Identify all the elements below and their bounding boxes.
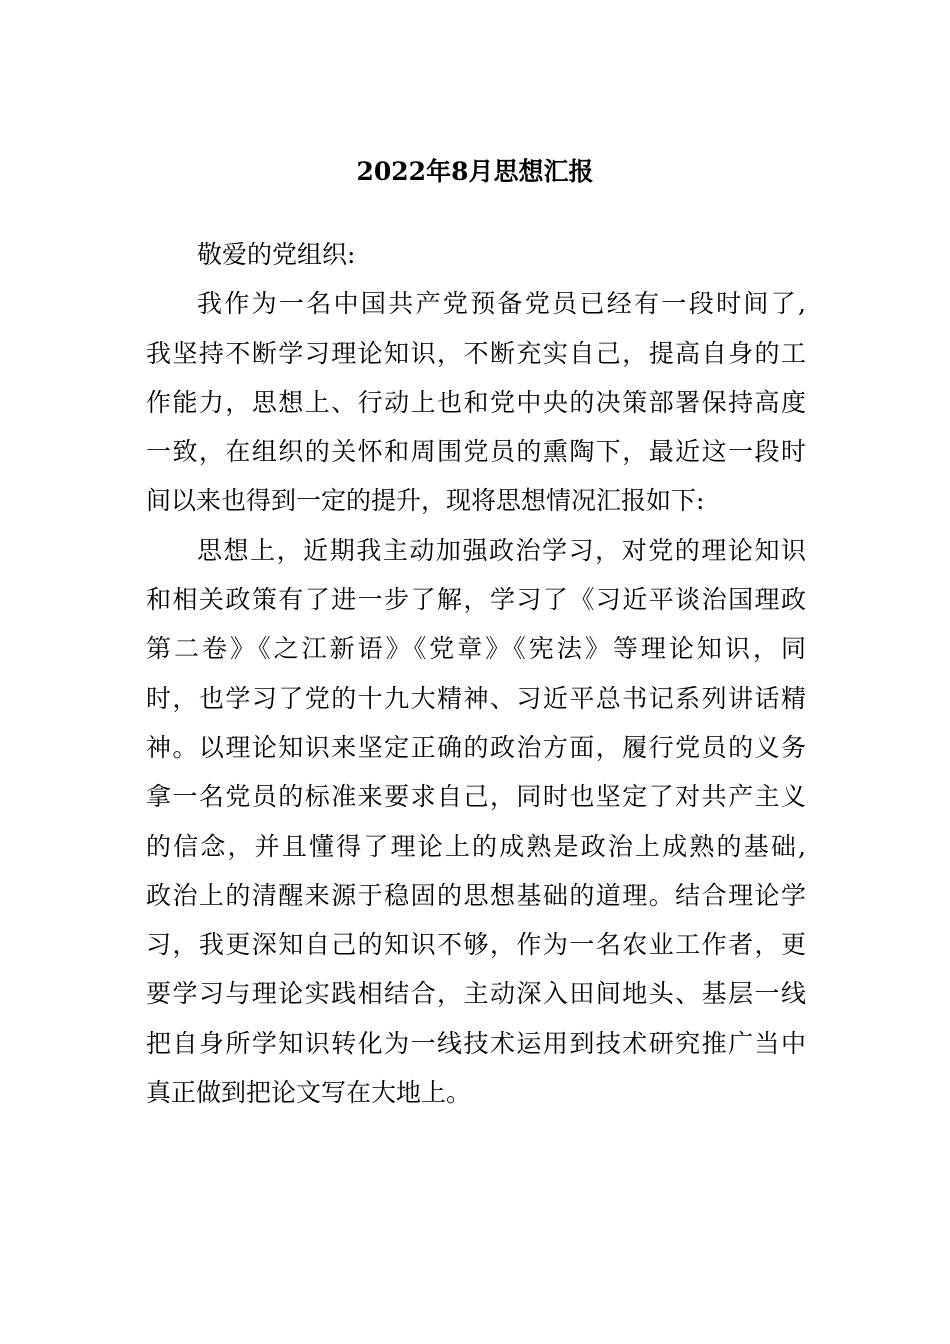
paragraph-line: 间以来也得到一定的提升，现将思想情况汇报如下: (146, 486, 705, 516)
document-title: 2022年8月思想汇报 (356, 157, 594, 186)
salutation-line: 敬爱的党组织: (197, 240, 356, 269)
paragraph-line: 思想上，近期我主动加强政治学习，对党的理论知识 (197, 535, 806, 565)
paragraph-line: 和相关政策有了进一步了解，学习了《习近平谈治国理政 (146, 585, 806, 615)
paragraph-line: 我作为一名中国共产党预备党员已经有一段时间了, (197, 289, 806, 319)
paragraph-line: 我坚持不断学习理论知识，不断充实自己，提高自身的工 (146, 338, 806, 368)
paragraph-line: 的信念，并且懂得了理论上的成熟是政治上成熟的基础, (146, 831, 806, 861)
paragraph-line: 第二卷》《之江新语》《党章》《宪法》等理论知识，同 (146, 634, 806, 664)
paragraph-line: 要学习与理论实践相结合，主动深入田间地头、基层一线 (146, 979, 806, 1009)
paragraph-line: 作能力，思想上、行动上也和党中央的决策部署保持高度 (146, 387, 806, 417)
paragraph-line: 把自身所学知识转化为一线技术运用到技术研究推广当中 (146, 1028, 806, 1058)
paragraph-line: 政治上的清醒来源于稳固的思想基础的道理。结合理论学 (146, 880, 806, 910)
paragraph-line: 拿一名党员的标准来要求自己，同时也坚定了对共产主义 (146, 782, 806, 812)
paragraph-line: 真正做到把论文写在大地上。 (146, 1078, 472, 1108)
paragraph-line: 时，也学习了党的十九大精神、习近平总书记系列讲话精 (146, 683, 806, 713)
paragraph-line: 一致，在组织的关怀和周围党员的熏陶下，最近这一段时 (146, 437, 806, 467)
paragraph-line: 神。以理论知识来坚定正确的政治方面，履行党员的义务 (146, 732, 806, 762)
paragraph-line: 习，我更深知自己的知识不够，作为一名农业工作者，更 (146, 930, 806, 960)
document-body (146, 230, 806, 1117)
